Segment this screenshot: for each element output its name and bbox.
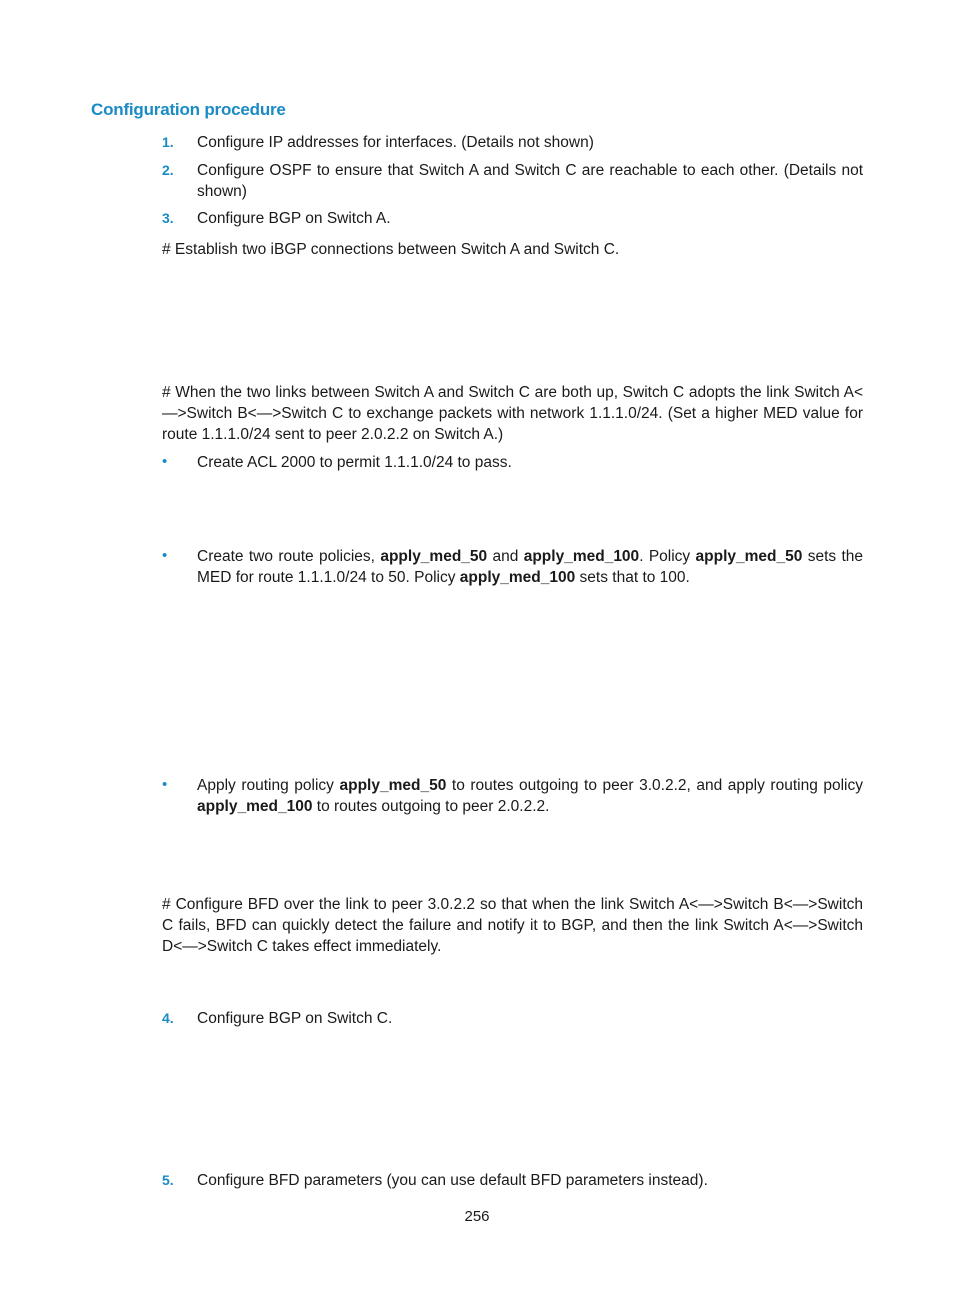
step-number: 1. <box>162 134 174 150</box>
policy-name: apply_med_100 <box>523 548 640 565</box>
bullet-apply: Apply routing policy apply_med_50 to routes outgoing to peer 3.0.2.2, and apply routing policy apply_med_100 to routes outgoing to peer 2.0.2.2. <box>197 777 863 815</box>
step-number: 5. <box>162 1172 174 1188</box>
policy-name: apply_med_50 <box>339 777 447 794</box>
bullet-marker: • <box>162 776 168 793</box>
step-number: 4. <box>162 1010 174 1026</box>
bullet-marker: • <box>162 547 168 564</box>
step-text: Configure IP addresses for interfaces. (Details not shown) <box>197 134 594 151</box>
policy-name: apply_med_100 <box>459 569 576 586</box>
step-text: Configure BGP on Switch A. <box>197 210 391 227</box>
page-number: 256 <box>464 1208 490 1225</box>
paragraph-links: # When the two links between Switch A and Switch C are both up, Switch C adopts the link Switch A<—>Switch B<—>Switch C to exchange packets with network 1.1.1.0/24. (Set a higher MED value for route 1.1.1.0/24 sent to peer 2.0.2.2 on Switch A.) <box>162 384 863 443</box>
paragraph-bfd: # Configure BFD over the link to peer 3.0.2.2 so that when the link Switch A<—>Switch B<—>Switch C fails, BFD can quickly detect the failure and notify it to BGP, and then the link Switch A<—>Switch D<—>Switch C takes effect immediately. <box>162 896 863 955</box>
bullet-marker: • <box>162 453 168 470</box>
step-text: Configure BFD parameters (you can use default BFD parameters instead). <box>197 1172 708 1189</box>
paragraph-ibgp: # Establish two iBGP connections between Switch A and Switch C. <box>162 241 620 258</box>
policy-name: apply_med_50 <box>380 548 488 565</box>
policy-name: apply_med_100 <box>197 798 313 815</box>
step-text: Configure BGP on Switch C. <box>197 1010 393 1027</box>
step-text: Configure OSPF to ensure that Switch A and Switch C are reachable to each other. (Details not shown) <box>197 162 863 200</box>
bullet-acl: Create ACL 2000 to permit 1.1.1.0/24 to pass. <box>197 454 512 471</box>
section-heading: Configuration procedure <box>91 100 286 119</box>
step-number: 3. <box>162 210 174 226</box>
bullet-policies: Create two route policies, apply_med_50 and apply_med_100. Policy apply_med_50 sets the MED for route 1.1.1.0/24 to 50. Policy apply_med_100 sets that to 100. <box>197 548 864 586</box>
step-number: 2. <box>162 162 174 178</box>
policy-name: apply_med_50 <box>695 548 803 565</box>
